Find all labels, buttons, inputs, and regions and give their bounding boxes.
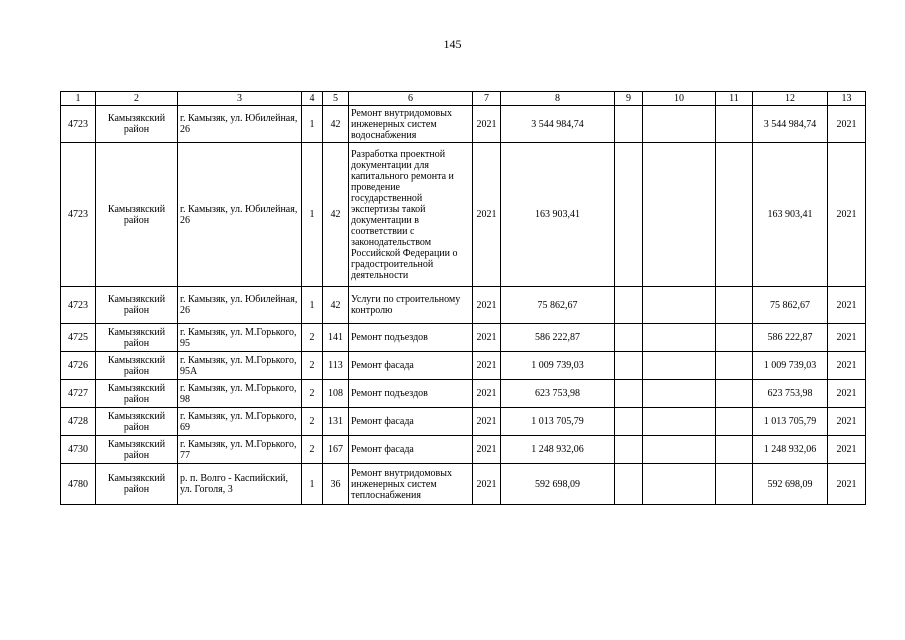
- table-cell-c3: г. Камызяк, ул. М.Горького, 95: [178, 324, 302, 352]
- table-cell-c6: Услуги по строительному контролю: [349, 287, 473, 324]
- table-cell-c8: 623 753,98: [501, 380, 615, 408]
- table-cell-c11: [716, 287, 753, 324]
- table-cell-c7: 2021: [473, 324, 501, 352]
- table-cell-c3: г. Камызяк, ул. Юбилейная, 26: [178, 287, 302, 324]
- table-row: [61, 408, 866, 436]
- table-cell-c7: 2021: [473, 408, 501, 436]
- table-cell-c8: 1 248 932,06: [501, 436, 615, 464]
- table-cell-c13: 2021: [828, 408, 866, 436]
- table-cell-c3: р. п. Волго - Каспийский, ул. Гоголя, 3: [178, 464, 302, 505]
- table-cell-c11: [716, 352, 753, 380]
- table-cell-c9: [615, 324, 643, 352]
- table-cell-c1: 4723: [61, 287, 96, 324]
- table-cell-c1: 4780: [61, 464, 96, 505]
- table-cell-c12: 1 009 739,03: [753, 352, 828, 380]
- table-cell-c8: 586 222,87: [501, 324, 615, 352]
- table-cell-c1: 4726: [61, 352, 96, 380]
- table-cell-c10: [643, 380, 716, 408]
- table-cell-c7: 2021: [473, 464, 501, 505]
- register-table: [60, 91, 866, 505]
- table-cell-c10: [643, 324, 716, 352]
- table-cell-c10: [643, 436, 716, 464]
- table-cell-c5: 113: [323, 352, 349, 380]
- table-cell-c10: [643, 143, 716, 287]
- table-cell-c5: 42: [323, 106, 349, 143]
- table-cell-c13: 2021: [828, 380, 866, 408]
- table-cell-c2: Камызякский район: [96, 287, 178, 324]
- table-cell-c3: г. Камызяк, ул. Юбилейная, 26: [178, 106, 302, 143]
- table-cell-c9: [615, 408, 643, 436]
- table-cell-c10: [643, 464, 716, 505]
- table-cell-c9: [615, 436, 643, 464]
- table-cell-c9: [615, 380, 643, 408]
- table-cell-c12: 1 248 932,06: [753, 436, 828, 464]
- table-row: [61, 436, 866, 464]
- table-cell-c9: [615, 352, 643, 380]
- table-cell-c5: 141: [323, 324, 349, 352]
- table-cell-c7: 2021: [473, 352, 501, 380]
- table-cell-c8: 75 862,67: [501, 287, 615, 324]
- table-cell-c3: г. Камызяк, ул. М.Горького, 77: [178, 436, 302, 464]
- table-cell-c4: 1: [302, 287, 323, 324]
- table-cell-c6: Ремонт внутридомовых инженерных систем теплоснабжения: [349, 464, 473, 505]
- table-cell-c7: 2021: [473, 380, 501, 408]
- table-cell-c4: 1: [302, 464, 323, 505]
- table-cell-c12: 163 903,41: [753, 143, 828, 287]
- table-cell-c13: 2021: [828, 143, 866, 287]
- table-cell-c2: Камызякский район: [96, 324, 178, 352]
- table-cell-c8: 3 544 984,74: [501, 106, 615, 143]
- table-cell-c6: Ремонт подъездов: [349, 380, 473, 408]
- table-cell-c10: [643, 106, 716, 143]
- table-cell-c1: 4730: [61, 436, 96, 464]
- page-number: 145: [443, 37, 462, 51]
- table-cell-c3: г. Камызяк, ул. М.Горького, 98: [178, 380, 302, 408]
- table-cell-c9: [615, 143, 643, 287]
- table-cell-c8: 1 009 739,03: [501, 352, 615, 380]
- table-cell-c13: 2021: [828, 436, 866, 464]
- table-cell-c13: 2021: [828, 106, 866, 143]
- table-cell-c2: Камызякский район: [96, 352, 178, 380]
- table-cell-c7: 2021: [473, 106, 501, 143]
- table-cell-c1: 4728: [61, 408, 96, 436]
- table-cell-c12: 75 862,67: [753, 287, 828, 324]
- column-header: 6: [349, 92, 473, 106]
- table-cell-c3: г. Камызяк, ул. М.Горького, 95А: [178, 352, 302, 380]
- table-cell-c2: Камызякский район: [96, 106, 178, 143]
- table-cell-c11: [716, 436, 753, 464]
- table-cell-c9: [615, 106, 643, 143]
- table-cell-c13: 2021: [828, 352, 866, 380]
- column-header: 12: [753, 92, 828, 106]
- table-cell-c1: 4723: [61, 143, 96, 287]
- table-cell-c7: 2021: [473, 143, 501, 287]
- table-row: [61, 352, 866, 380]
- table-cell-c7: 2021: [473, 436, 501, 464]
- table-cell-c6: Разработка проектной документации для капитального ремонта и проведение государственной экспертизы такой документации в соответствии с законодательством Российской Федерации о градостроительной деятельности: [349, 143, 473, 287]
- table-cell-c4: 1: [302, 106, 323, 143]
- table-cell-c6: Ремонт подъездов: [349, 324, 473, 352]
- table-cell-c12: 586 222,87: [753, 324, 828, 352]
- table-cell-c3: г. Камызяк, ул. Юбилейная, 26: [178, 143, 302, 287]
- table-row: [61, 324, 866, 352]
- table-cell-c1: 4723: [61, 106, 96, 143]
- table-cell-c10: [643, 408, 716, 436]
- table-cell-c6: Ремонт фасада: [349, 436, 473, 464]
- table-cell-c7: 2021: [473, 287, 501, 324]
- table-cell-c2: Камызякский район: [96, 464, 178, 505]
- table-cell-c10: [643, 287, 716, 324]
- table-cell-c12: 623 753,98: [753, 380, 828, 408]
- column-header: 2: [96, 92, 178, 106]
- table-cell-c5: 108: [323, 380, 349, 408]
- column-header: 11: [716, 92, 753, 106]
- table-cell-c11: [716, 324, 753, 352]
- table-cell-c11: [716, 106, 753, 143]
- table-cell-c4: 2: [302, 380, 323, 408]
- table-row: [61, 143, 866, 287]
- table-cell-c4: 1: [302, 143, 323, 287]
- column-header: 4: [302, 92, 323, 106]
- table-cell-c2: Камызякский район: [96, 408, 178, 436]
- table-cell-c10: [643, 352, 716, 380]
- column-header: 10: [643, 92, 716, 106]
- table-cell-c13: 2021: [828, 464, 866, 505]
- table-cell-c4: 2: [302, 408, 323, 436]
- table-cell-c12: 592 698,09: [753, 464, 828, 505]
- column-header: 5: [323, 92, 349, 106]
- table-cell-c2: Камызякский район: [96, 436, 178, 464]
- table-cell-c5: 42: [323, 287, 349, 324]
- table-row: [61, 287, 866, 324]
- table-cell-c3: г. Камызяк, ул. М.Горького, 69: [178, 408, 302, 436]
- table-cell-c4: 2: [302, 436, 323, 464]
- table-cell-c2: Камызякский район: [96, 143, 178, 287]
- table-cell-c4: 2: [302, 324, 323, 352]
- table-cell-c11: [716, 408, 753, 436]
- column-header: 1: [61, 92, 96, 106]
- table-cell-c6: Ремонт фасада: [349, 352, 473, 380]
- table-cell-c5: 42: [323, 143, 349, 287]
- table-cell-c5: 36: [323, 464, 349, 505]
- table-cell-c8: 1 013 705,79: [501, 408, 615, 436]
- table-row: [61, 106, 866, 143]
- table-cell-c11: [716, 380, 753, 408]
- table-row: [61, 464, 866, 505]
- table-cell-c9: [615, 464, 643, 505]
- column-header: 9: [615, 92, 643, 106]
- table-cell-c8: 163 903,41: [501, 143, 615, 287]
- table-cell-c4: 2: [302, 352, 323, 380]
- table-cell-c1: 4727: [61, 380, 96, 408]
- table-cell-c1: 4725: [61, 324, 96, 352]
- table-cell-c6: Ремонт внутридомовых инженерных систем водоснабжения: [349, 106, 473, 143]
- column-header: 13: [828, 92, 866, 106]
- table-row: [61, 380, 866, 408]
- table-cell-c12: 3 544 984,74: [753, 106, 828, 143]
- table-cell-c5: 131: [323, 408, 349, 436]
- table-cell-c11: [716, 143, 753, 287]
- table-cell-c6: Ремонт фасада: [349, 408, 473, 436]
- table-cell-c2: Камызякский район: [96, 380, 178, 408]
- column-header: 3: [178, 92, 302, 106]
- column-header: 7: [473, 92, 501, 106]
- table-cell-c13: 2021: [828, 287, 866, 324]
- table-cell-c11: [716, 464, 753, 505]
- table-cell-c12: 1 013 705,79: [753, 408, 828, 436]
- table-cell-c9: [615, 287, 643, 324]
- header-row: [61, 92, 866, 106]
- table-cell-c8: 592 698,09: [501, 464, 615, 505]
- table-cell-c13: 2021: [828, 324, 866, 352]
- column-header: 8: [501, 92, 615, 106]
- table-cell-c5: 167: [323, 436, 349, 464]
